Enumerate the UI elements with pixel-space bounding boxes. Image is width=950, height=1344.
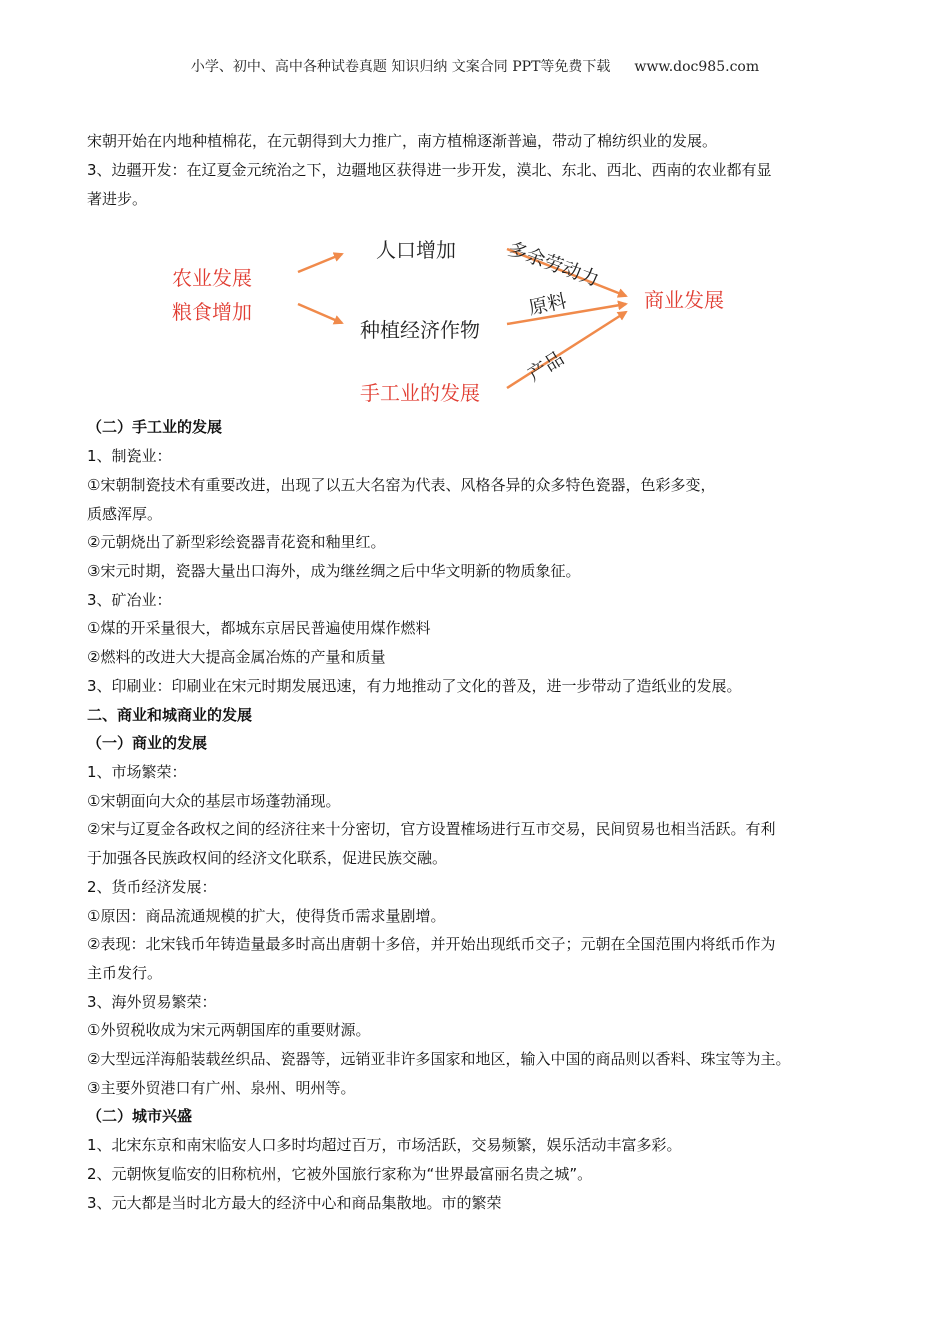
- body-line: 于加强各民族政权间的经济文化联系，促进民族交融。: [87, 849, 448, 867]
- header-site: www.doc985.com: [634, 59, 760, 75]
- body-line: ②元朝烧出了新型彩绘瓷器青花瓷和釉里红。: [87, 533, 386, 551]
- intro-line: 3、边疆开发：在辽夏金元统治之下，边疆地区获得进一步开发，漠北、东北、西北、西南的农业都有显: [87, 161, 772, 179]
- intro-line: 著进步。: [87, 190, 148, 208]
- body-line: ①宋朝面向大众的基层市场蓬勃涌现。: [87, 792, 341, 810]
- body-line: 2、元朝恢复临安的旧称杭州，它被外国旅行家称为“世界最富丽名贵之城”。: [87, 1165, 593, 1183]
- intro-line: 宋朝开始在内地种植棉花，在元朝得到大力推广，南方植棉逐渐普遍，带动了棉纺织业的发展。: [87, 132, 718, 150]
- body-line: 3、海外贸易繁荣：: [87, 993, 217, 1011]
- arrow-handicraft-to-commerce: [507, 312, 626, 388]
- arrow-left-to-crops: [298, 304, 342, 323]
- concept-diagram: [150, 212, 770, 412]
- section-heading: （一）商业的发展: [87, 734, 208, 752]
- body-line: 3、矿冶业：: [87, 591, 172, 609]
- section-heading: （二）城市兴盛: [87, 1107, 193, 1125]
- diagram-commerce: 商业发展: [644, 288, 724, 312]
- body-line: ①宋朝制瓷技术有重要改进，出现了以五大名窑为代表、风格各异的众多特色瓷器，色彩多变，: [87, 476, 716, 494]
- diagram-population: 人口增加: [376, 238, 456, 262]
- body-line: 3、印刷业：印刷业在宋元时期发展迅速，有力地推动了文化的普及，进一步带动了造纸业的发展。: [87, 677, 742, 695]
- body-line: ②大型远洋海船装载丝织品、瓷器等，远销亚非许多国家和地区，输入中国的商品则以香料、珠宝等为主。: [87, 1050, 791, 1068]
- body-line: 3、元大都是当时北方最大的经济中心和商品集散地。市的繁荣: [87, 1194, 502, 1212]
- diagram-handicraft: 手工业的发展: [360, 381, 480, 405]
- body-line: ③宋元时期，瓷器大量出口海外，成为继丝绸之后中华文明新的物质象征。: [87, 562, 581, 580]
- body-line: 2、货币经济发展：: [87, 878, 217, 896]
- body-line: ②宋与辽夏金各政权之间的经济往来十分密切，官方设置榷场进行互市交易，民间贸易也相当活跃。有利: [87, 820, 776, 838]
- header-text: 小学、初中、高中各种试卷真题 知识归纳 文案合同 PPT等免费下载: [190, 59, 611, 75]
- diagram-agriculture: 农业发展: [172, 266, 252, 290]
- body-line: ①原因：商品流通规模的扩大，使得货币需求量剧增。: [87, 907, 446, 925]
- body-line: 主币发行。: [87, 964, 163, 982]
- body-line: ①外贸税收成为宋元两朝国库的重要财源。: [87, 1021, 371, 1039]
- body-line: 1、制瓷业：: [87, 447, 172, 465]
- diagram-label-labor: 多余劳动力: [505, 237, 602, 291]
- diagram-cash-crops: 种植经济作物: [360, 318, 480, 342]
- diagram-grain: 粮食增加: [172, 300, 252, 324]
- section-heading: （二）手工业的发展: [87, 418, 223, 436]
- body-line: ③主要外贸港口有广州、泉州、明州等。: [87, 1079, 356, 1097]
- body-line: ①煤的开采量很大，都城东京居民普遍使用煤作燃料: [87, 619, 431, 637]
- body-line: 1、市场繁荣：: [87, 763, 187, 781]
- body-line: ②燃料的改进大大提高金属冶炼的产量和质量: [87, 648, 386, 666]
- arrow-left-to-population: [298, 254, 342, 272]
- page-header: [0, 56, 950, 76]
- diagram-label-product: 产品: [524, 347, 569, 387]
- diagram-label-material: 原料: [526, 290, 569, 320]
- body-line: ②表现：北宋钱币年铸造量最多时高出唐朝十多倍，并开始出现纸币交子；元朝在全国范围内将纸币作为: [87, 935, 776, 953]
- body-line: 1、北宋东京和南宋临安人口多时均超过百万，市场活跃，交易频繁，娱乐活动丰富多彩。: [87, 1136, 682, 1154]
- section-heading: 二、商业和城商业的发展: [87, 706, 253, 724]
- body-line: 质感浑厚。: [87, 505, 163, 523]
